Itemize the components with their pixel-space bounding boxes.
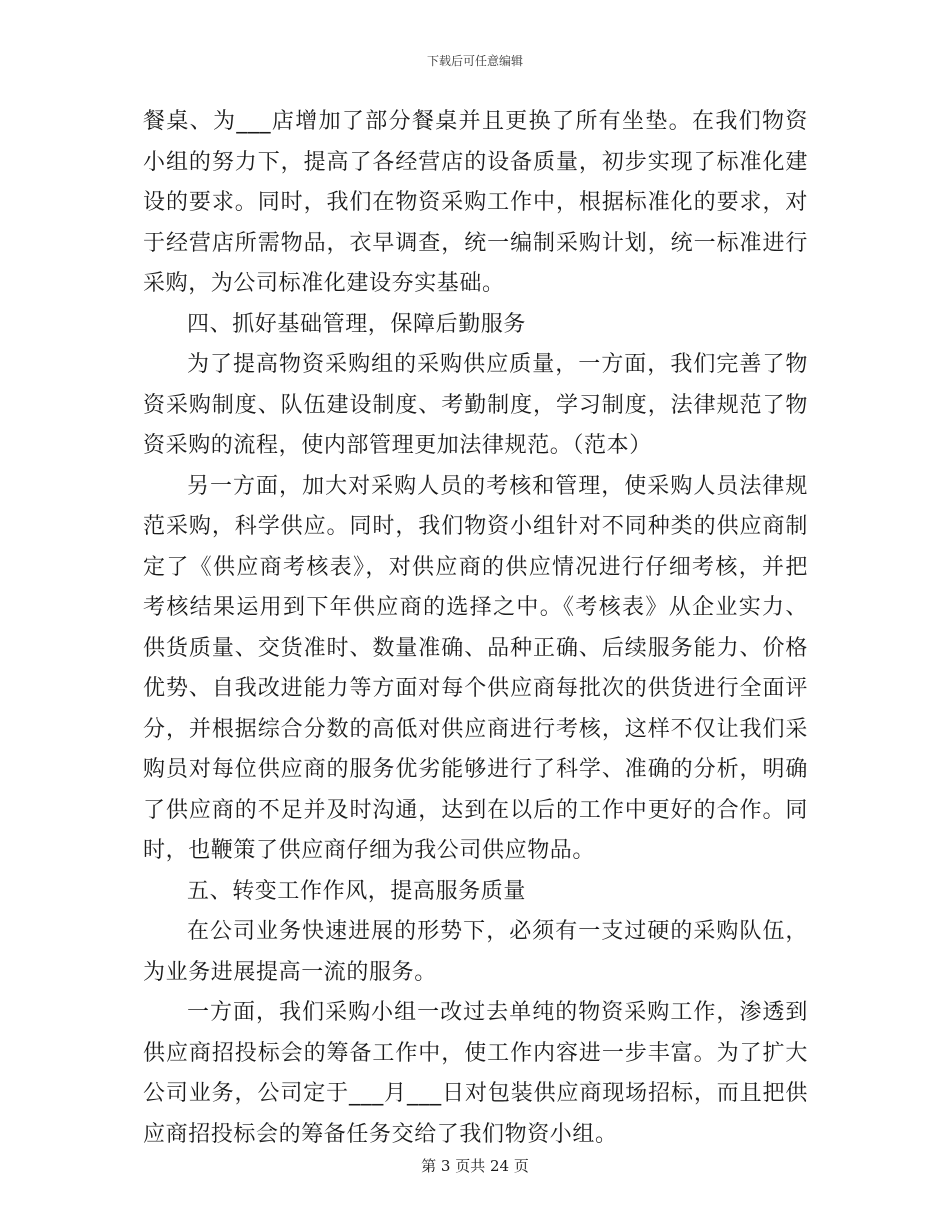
document-body xyxy=(143,102,808,1155)
section-heading-four: 四、抓好基础管理，保障后勤服务 xyxy=(187,311,527,337)
section-heading-five: 五、转变工作作风，提高服务质量 xyxy=(187,878,527,904)
paragraph-continuation: 餐桌、为___店增加了部分餐桌并且更换了所有坐垫。在我们物资小组的努力下，提高了各经营店的设备质量，初步实现了标准化建设的要求。同时，我们在物资采购工作中，根据标准化的要求，对于经营店所需物品，衣早调查，统一编制采购计划，统一标准进行采购，为公司标准化建设夯实基础。 xyxy=(143,109,808,296)
page-number: 第 3 页共 24 页 xyxy=(421,1157,529,1175)
paragraph: 为了提高物资采购组的采购供应质量，一方面，我们完善了物资采购制度、队伍建设制度、考勤制度，学习制度，法律规范了物资采购的流程，使内部管理更加法律规范。（范本） xyxy=(143,352,808,458)
paragraph: 在公司业务快速进展的形势下，必须有一支过硬的采购队伍，为业务进展提高一流的服务。 xyxy=(143,919,808,985)
page-header: 下载后可任意编辑 xyxy=(426,54,523,68)
paragraph: 另一方面，加大对采购人员的考核和管理，使采购人员法律规范采购，科学供应。同时，我们物资小组针对不同种类的供应商制定了《供应商考核表》，对供应商的供应情况进行仔细考核，并把考核结果运用到下年供应商的选择之中。《考核表》从企业实力、供货质量、交货准时、数量准确、品种正确、后续服务能力、价格优势、自我改进能力等方面对每个供应商每批次的供货进行全面评分，并根据综合分数的高低对供应商进行考核，这样不仅让我们采购员对每位供应商的服务优劣能够进行了科学、准确的分析，明确了供应商的不足并及时沟通，达到在以后的工作中更好的合作。同时，也鞭策了供应商仔细为我公司供应物品。 xyxy=(143,473,808,863)
paragraph: 一方面，我们采购小组一改过去单纯的物资采购工作，渗透到供应商招投标会的筹备工作中，使工作内容进一步丰富。为了扩大公司业务，公司定于___月___日对包装供应商现场招标，而且把供应商招投标会的筹备任务交给了我们物资小组。 xyxy=(143,1000,808,1147)
